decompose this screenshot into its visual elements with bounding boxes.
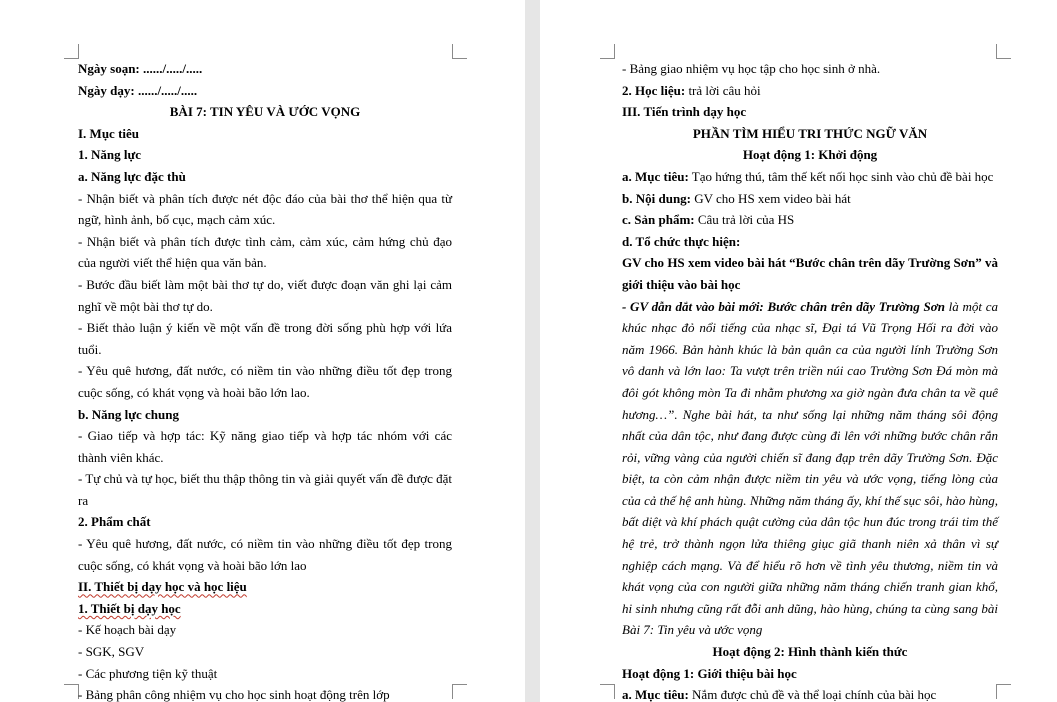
- muc-tieu-label: a. Mục tiêu:: [622, 168, 689, 184]
- list-item: - Kế hoạch bài dạy: [78, 622, 177, 638]
- heading-phan-tim-hieu: PHẦN TÌM HIỂU TRI THỨC NGỮ VĂN: [692, 125, 928, 141]
- noi-dung-value: GV cho HS xem video bài hát: [691, 190, 851, 206]
- list-item: - SGK, SGV: [78, 644, 145, 660]
- heading-thiet-bi-day-hoc: [78, 598, 452, 620]
- margin-corner-mark: [996, 44, 1011, 59]
- heading-thiet-bi-text: II. Thiết bị dạy học và học liệu: [78, 579, 247, 595]
- heading-tien-trinh: III. Tiến trình dạy học: [622, 104, 747, 120]
- heading-thiet-bi: [78, 576, 452, 598]
- lesson-title: BÀI 7: TIN YÊU VÀ ƯỚC VỌNG: [169, 104, 361, 120]
- paragraph: - Nhận biết và phân tích được nét độc đáo của bài thơ thể hiện qua từ ngữ, hình ảnh, bố cục, mạch cảm xúc.: [78, 190, 452, 228]
- muc-tieu-value: Tạo hứng thú, tâm thế kết nối học sinh vào chủ đề bài học: [688, 168, 994, 184]
- heading-to-chuc: d. Tổ chức thực hiện:: [622, 233, 741, 249]
- ngay-day-line: Ngày dạy: ....../...../.....: [78, 82, 198, 98]
- list-item: - Bảng phân công nhiệm vụ cho học sinh hoạt động trên lớp: [78, 687, 390, 702]
- gv-dan-dat-text: là một ca khúc nhạc đỏ nổi tiếng của nhạc sĩ, Đại tá Vũ Trọng Hối ra đời vào năm 1966. Bản hành khúc là bản quân ca của người lính Trường Sơn vô danh và lớn lao: Ta vượt trên triền núi cao Trường Sơn Đá mòn mà đôi gót không mòn Ta đi nhằm phương xa giờ ngàn đưa chân ta về quê hương…”. Nghe bài hát, ta như sống lại những năm tháng sôi động nhất của dân tộc, như đang được cùng đi lên với những bước chân rắn rỏi, vững vàng của người chiến sĩ đang đạp trên dãy Trường Sơn. Đặc biệt, ta còn cảm nhận được niềm tin yêu và ước vọng, tiếng lòng của của cả thế hệ anh hùng. Những năm tháng ấy, khí thế sục sôi, hào hùng, bất diệt và khí phách quật cường của dân tộc hun đúc trong trái tim thế hệ trẻ, trở thành ngọn lửa thiêng giục giã thanh niên xả thân vì sự nghiệp cách mạng. Và để hiểu rõ hơn về tình yêu thương, niềm tin và khát vọng của con người giữa những năm tháng chiến tranh gian khổ, hi sinh nhưng cũng rất đỗi anh dũng, hào hùng, chúng ta cùng sang bài Bài 7: Tin yêu và ước vọng: [622, 298, 998, 638]
- paragraph: - Biết thảo luận ý kiến về một vấn đề trong đời sống phù hợp với lứa tuổi.: [78, 320, 452, 357]
- margin-corner-mark: [64, 684, 79, 699]
- right-page-body[interactable]: [622, 58, 998, 702]
- gv-dan-dat-label: - GV dẫn dắt vào bài mới: Bước chân trên dãy Trường Sơn: [622, 298, 945, 314]
- margin-corner-mark: [600, 684, 615, 699]
- document-page-left: [0, 0, 525, 702]
- muc-tieu-2-label: a. Mục tiêu:: [622, 687, 689, 702]
- heading-nang-luc-chung: b. Năng lực chung: [78, 406, 179, 422]
- hoc-lieu-label: 2. Học liệu:: [622, 82, 686, 98]
- paragraph: - Yêu quê hương, đất nước, có niềm tin vào những điều tốt đẹp trong cuộc sống, có khát vọng và hoài bão lớn lao: [78, 536, 452, 573]
- muc-tieu-line: [622, 166, 998, 188]
- margin-corner-mark: [600, 44, 615, 59]
- margin-corner-mark: [452, 684, 467, 699]
- document-page-right: [540, 0, 1057, 702]
- heading-nang-luc: 1. Năng lực: [78, 147, 142, 163]
- paragraph: - Bước đầu biết làm một bài thơ tự do, viết được đoạn văn ghi lại cảm nghĩ về một bài thơ tự do.: [78, 276, 452, 314]
- left-page-body[interactable]: [78, 58, 452, 702]
- paragraph: - Yêu quê hương, đất nước, có niềm tin vào những điều tốt đẹp trong cuộc sống, có khát vọng và hoài bão lớn lao.: [78, 363, 452, 400]
- paragraph: - Tự chủ và tự học, biết thu thập thông tin và giải quyết vấn đề được đặt ra: [78, 471, 452, 508]
- margin-corner-mark: [64, 44, 79, 59]
- ngay-soan-line: Ngày soạn: ....../...../.....: [78, 61, 203, 76]
- heading-gv-cho-hs: GV cho HS xem video bài hát “Bước chân trên dãy Trường Sơn” và giới thiệu vào bài học: [622, 255, 998, 292]
- heading-gioi-thieu-bai-hoc: Hoạt động 1: Giới thiệu bài học: [622, 665, 797, 681]
- page-gap: [525, 0, 540, 702]
- heading-nang-luc-dac-thu: a. Năng lực đặc thù: [78, 168, 186, 184]
- san-pham-line: [622, 209, 998, 231]
- list-item: - Bảng giao nhiệm vụ học tập cho học sinh ở nhà.: [622, 61, 881, 76]
- san-pham-value: Câu trả lời của HS: [694, 212, 795, 228]
- margin-corner-mark: [996, 684, 1011, 699]
- hoc-lieu-value: trả lời câu hỏi: [685, 82, 761, 98]
- san-pham-label: c. Sản phẩm:: [622, 212, 695, 228]
- heading-muc-tieu: I. Mục tiêu: [78, 125, 140, 141]
- heading-thiet-bi-day-hoc-text: 1. Thiết bị dạy học: [78, 600, 181, 616]
- muc-tieu-2-line: [622, 684, 998, 702]
- paragraph: - Giao tiếp và hợp tác: Kỹ năng giao tiếp và hợp tác nhóm với các thành viên khác.: [78, 428, 452, 465]
- paragraph: - Nhận biết và phân tích được tình cảm, cảm xúc, cảm hứng chủ đạo của người viết thể hiện qua văn bản.: [78, 233, 452, 271]
- heading-hoat-dong-2: Hoạt động 2: Hình thành kiến thức: [712, 644, 908, 660]
- gv-dan-dat-paragraph: [622, 296, 998, 642]
- noi-dung-label: b. Nội dung:: [622, 190, 691, 206]
- muc-tieu-2-value: Nắm được chủ đề và thể loại chính của bài học: [688, 687, 937, 702]
- heading-hoat-dong-1: Hoạt động 1: Khởi động: [742, 147, 878, 163]
- list-item: - Các phương tiện kỹ thuật: [78, 665, 218, 681]
- noi-dung-line: [622, 188, 998, 210]
- margin-corner-mark: [452, 44, 467, 59]
- heading-pham-chat: 2. Phẩm chất: [78, 514, 151, 530]
- hoc-lieu-line: [622, 80, 998, 102]
